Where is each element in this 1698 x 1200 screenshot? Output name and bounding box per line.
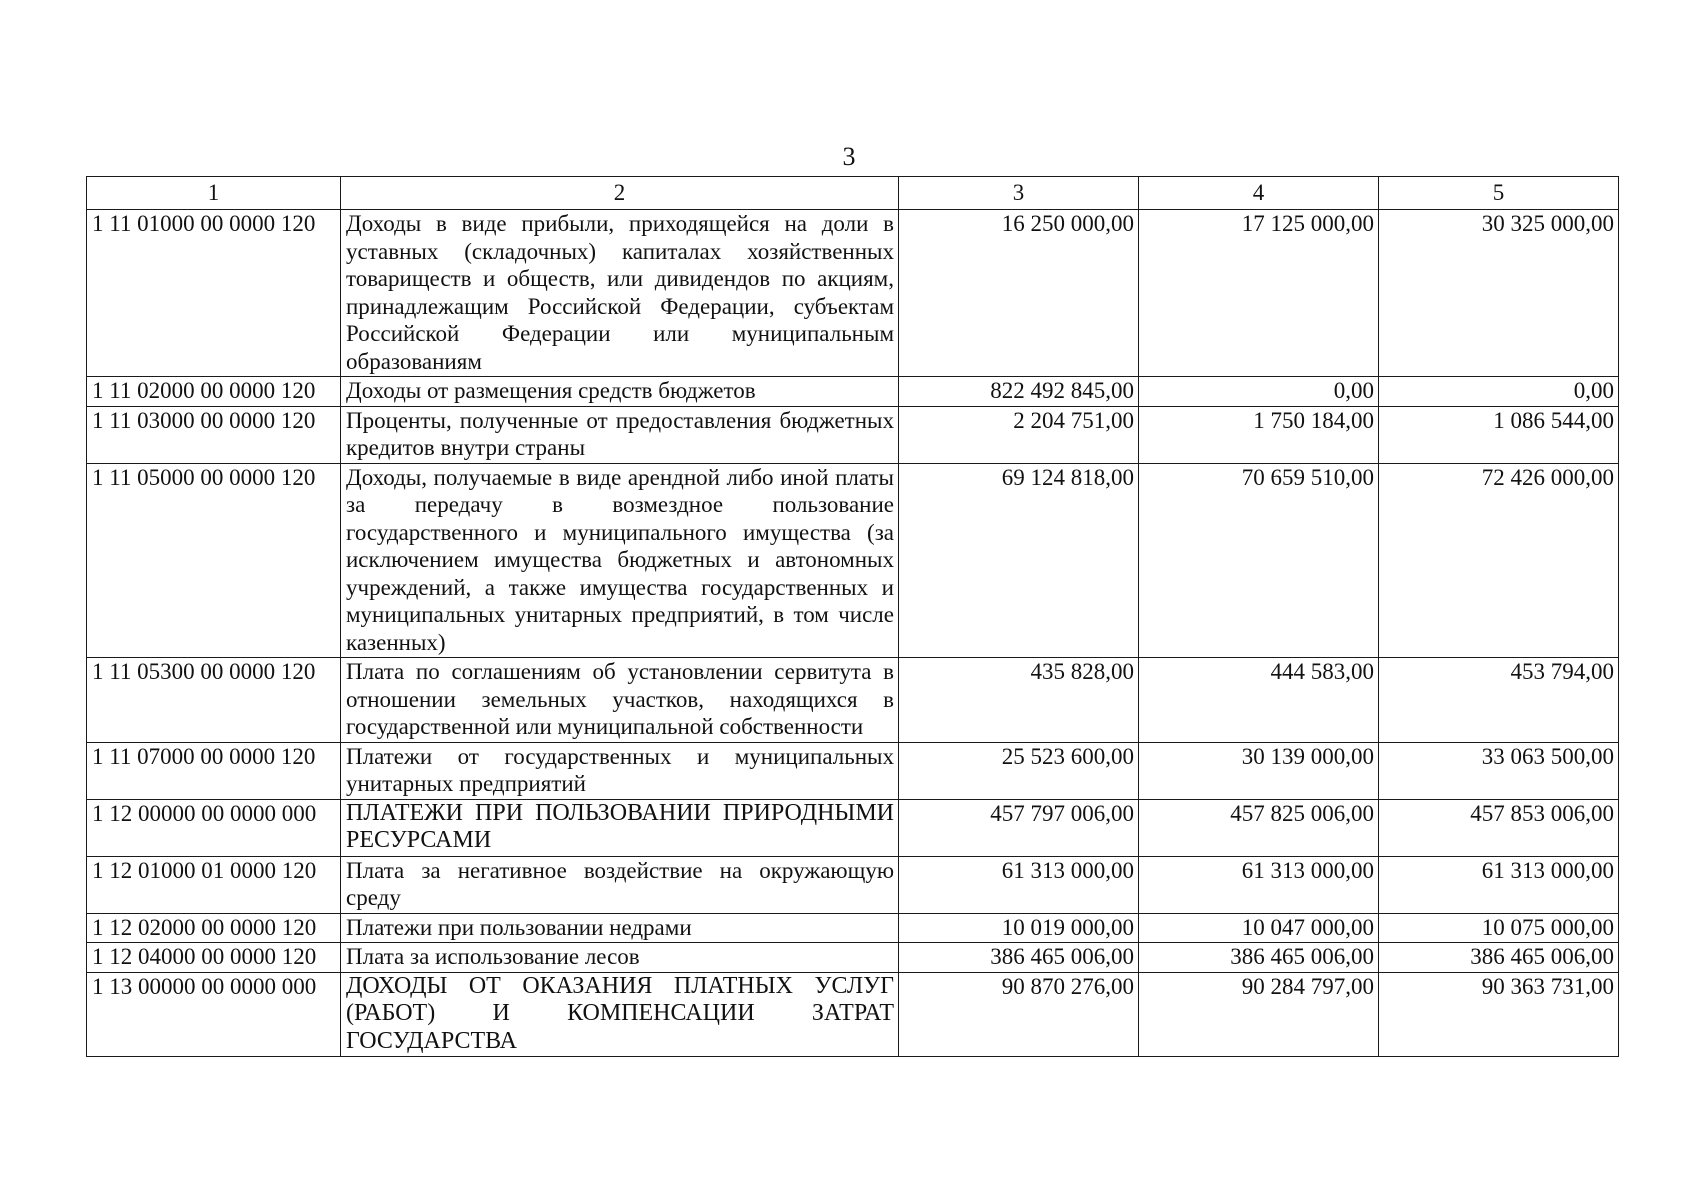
amount-col-4: 70 659 510,00 (1139, 463, 1379, 658)
amount-col-5: 453 794,00 (1379, 658, 1619, 743)
amount-col-5: 72 426 000,00 (1379, 463, 1619, 658)
table-row (87, 210, 1619, 377)
table-row (87, 377, 1619, 407)
revenue-name: Доходы от размещения средств бюджетов (341, 377, 899, 407)
revenue-name: Проценты, полученные от предоставления бюджетных кредитов внутри страны (341, 406, 899, 463)
revenue-name: Доходы, получаемые в виде арендной либо иной платы за передачу в возмездное пользование государственного и муниципального имущества (за исключением имущества бюджетных и автономных учреждений, а также имущества государственных и муниципальных унитарных предприятий, в том числе казенных) (341, 463, 899, 658)
amount-col-3: 16 250 000,00 (899, 210, 1139, 377)
amount-col-3: 822 492 845,00 (899, 377, 1139, 407)
amount-col-5: 457 853 006,00 (1379, 799, 1619, 856)
amount-col-3: 25 523 600,00 (899, 742, 1139, 799)
amount-col-4: 30 139 000,00 (1139, 742, 1379, 799)
table-header-row (87, 177, 1619, 210)
revenue-name: Плата по соглашениям об установлении сервитута в отношении земельных участков, находящихся в государственной или муниципальной собственности (341, 658, 899, 743)
revenue-name: Плата за использование лесов (341, 943, 899, 973)
amount-col-5: 10 075 000,00 (1379, 913, 1619, 943)
column-header-3: 3 (899, 177, 1139, 210)
revenue-name: Плата за негативное воздействие на окружающую среду (341, 856, 899, 913)
budget-code: 1 11 05300 00 0000 120 (87, 658, 341, 743)
budget-code: 1 13 00000 00 0000 000 (87, 972, 341, 1057)
amount-col-4: 386 465 006,00 (1139, 943, 1379, 973)
amount-col-4: 0,00 (1139, 377, 1379, 407)
table-row (87, 742, 1619, 799)
budget-code: 1 12 00000 00 0000 000 (87, 799, 341, 856)
amount-col-5: 386 465 006,00 (1379, 943, 1619, 973)
table-row (87, 913, 1619, 943)
table-row (87, 972, 1619, 1057)
amount-col-3: 457 797 006,00 (899, 799, 1139, 856)
table-row (87, 658, 1619, 743)
amount-col-3: 386 465 006,00 (899, 943, 1139, 973)
amount-col-4: 17 125 000,00 (1139, 210, 1379, 377)
amount-col-4: 1 750 184,00 (1139, 406, 1379, 463)
amount-col-5: 30 325 000,00 (1379, 210, 1619, 377)
revenue-name: Доходы в виде прибыли, приходящейся на доли в уставных (складочных) капиталах хозяйственных товариществ и обществ, или дивидендов по акциям, принадлежащим Российской Федерации, субъектам Российской Федерации или муниципальным образованиям (341, 210, 899, 377)
revenue-name: ПЛАТЕЖИ ПРИ ПОЛЬЗОВАНИИ ПРИРОДНЫМИ РЕСУРСАМИ (341, 799, 899, 856)
table-row (87, 463, 1619, 658)
budget-revenue-table (86, 176, 1619, 1057)
amount-col-5: 1 086 544,00 (1379, 406, 1619, 463)
amount-col-3: 69 124 818,00 (899, 463, 1139, 658)
budget-code: 1 11 05000 00 0000 120 (87, 463, 341, 658)
table-row (87, 799, 1619, 856)
amount-col-3: 435 828,00 (899, 658, 1139, 743)
revenue-name: Платежи при пользовании недрами (341, 913, 899, 943)
amount-col-3: 61 313 000,00 (899, 856, 1139, 913)
amount-col-5: 61 313 000,00 (1379, 856, 1619, 913)
amount-col-4: 457 825 006,00 (1139, 799, 1379, 856)
table-row (87, 943, 1619, 973)
revenue-name: Платежи от государственных и муниципальных унитарных предприятий (341, 742, 899, 799)
budget-code: 1 11 02000 00 0000 120 (87, 377, 341, 407)
amount-col-4: 444 583,00 (1139, 658, 1379, 743)
page-number-text: 3 (842, 142, 856, 171)
budget-code: 1 11 03000 00 0000 120 (87, 406, 341, 463)
amount-col-4: 10 047 000,00 (1139, 913, 1379, 943)
budget-code: 1 12 02000 00 0000 120 (87, 913, 341, 943)
table-row (87, 406, 1619, 463)
amount-col-5: 90 363 731,00 (1379, 972, 1619, 1057)
budget-code: 1 12 01000 01 0000 120 (87, 856, 341, 913)
amount-col-4: 90 284 797,00 (1139, 972, 1379, 1057)
budget-code: 1 11 07000 00 0000 120 (87, 742, 341, 799)
column-header-4: 4 (1139, 177, 1379, 210)
budget-code: 1 12 04000 00 0000 120 (87, 943, 341, 973)
column-header-1: 1 (87, 177, 341, 210)
revenue-name: ДОХОДЫ ОТ ОКАЗАНИЯ ПЛАТНЫХ УСЛУГ (РАБОТ) И КОМПЕНСАЦИИ ЗАТРАТ ГОСУДАРСТВА (341, 972, 899, 1057)
amount-col-4: 61 313 000,00 (1139, 856, 1379, 913)
column-header-2: 2 (341, 177, 899, 210)
page-number (0, 144, 1698, 170)
table-row (87, 856, 1619, 913)
amount-col-3: 2 204 751,00 (899, 406, 1139, 463)
amount-col-3: 90 870 276,00 (899, 972, 1139, 1057)
column-header-5: 5 (1379, 177, 1619, 210)
budget-code: 1 11 01000 00 0000 120 (87, 210, 341, 377)
amount-col-5: 0,00 (1379, 377, 1619, 407)
amount-col-5: 33 063 500,00 (1379, 742, 1619, 799)
amount-col-3: 10 019 000,00 (899, 913, 1139, 943)
